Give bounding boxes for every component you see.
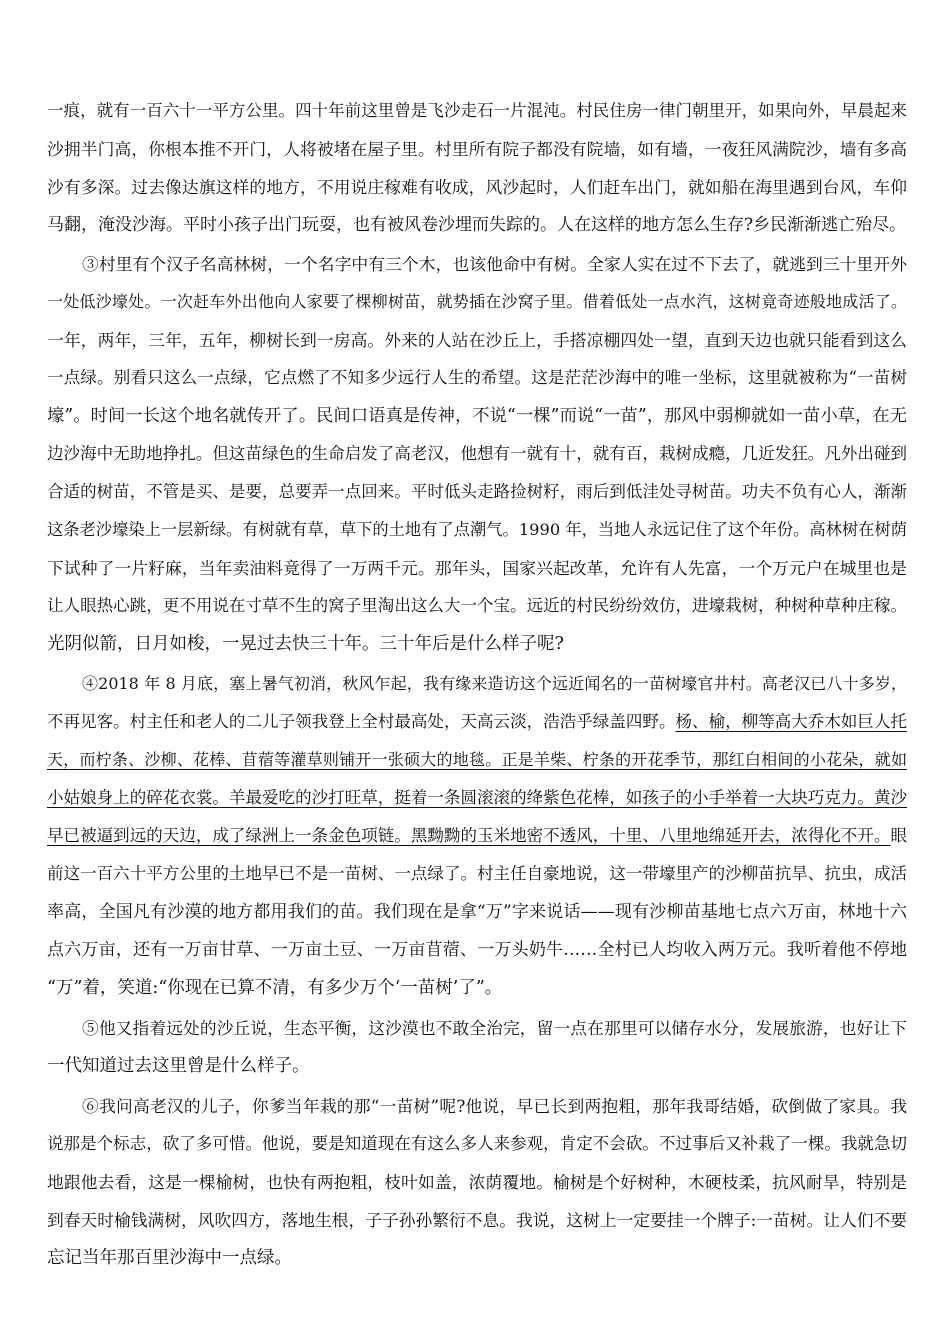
text-line: 早已被逼到远的天边，成了绿洲上一条金色项链。黑黝黝的玉米地密不透风，十里、八里地绵延开去，浓得化不开。眼 xyxy=(47,826,907,845)
underlined-passage: 杨、榆，柳等高大乔木如巨人托 xyxy=(675,712,907,731)
text-line: 合适的树苗，不管是买、是要，总要弄一点回来。平时低头走路捡树籽，雨后到低洼处寻树苗。功夫不负有心人，渐渐 xyxy=(47,482,907,501)
text-line: 壕”。时间一长这个地名就传开了。民间口语真是传神，不说“一棵”而说“一苗”，那风中弱柳就如一苗小草，在无 xyxy=(47,406,907,426)
text-line: 一点绿。别看只这么一点绿，它点燃了不知多少远行人生的希望。这是茫茫沙海中的唯一坐标，这里就被称为“一苗树 xyxy=(47,368,907,387)
text-line: 光阴似箭，日月如梭，一晃过去快三十年。三十年后是什么样子呢? xyxy=(47,634,564,654)
text-line: 一代知道过去这里曾是什么样子。 xyxy=(47,1056,310,1076)
text-line: “万”着，笑道:“你现在已算不清，有多少万个‘一苗树’了”。 xyxy=(47,978,503,998)
text-line: 率高，全国凡有沙漠的地方都用我们的苗。我们现在是拿“万”字来说话——现有沙柳苗基地七点六万亩，林地十六 xyxy=(47,902,907,922)
text-line: 一痕，就有一百六十一平方公里。四十年前这里曾是飞沙走石一片混沌。村民住房一律门朝里开，如果向外，早晨起来 xyxy=(47,101,907,120)
text-line: 说那是个标志，砍了多可惜。他说，要是知道现在有这么多人来参观，肯定不会砍。不过事后又补栽了一棵。我就急切 xyxy=(47,1134,907,1153)
text-line: 忘记当年那百里沙海中一点绿。 xyxy=(47,1248,292,1268)
underlined-passage: 天，而柠条、沙柳、花棒、苜蓿等灌草则铺开一张硕大的地毯。正是羊柴、柠条的开花季节，那红白相间的小花朵，就如 xyxy=(47,750,907,769)
text-line: 一年，两年，三年，五年，柳树长到一房高。外来的人站在沙丘上，手搭凉棚四处一望，直到天边也就只能看到这么 xyxy=(47,330,907,350)
paragraph-3-first-line: ③村里有个汉子名高林树，一个名字中有三个木，也该他命中有树。全家人实在过不下去了，就逃到三十里开外 xyxy=(82,254,907,274)
text-line: 不再见客。村主任和老人的二儿子领我登上全村最高处，天高云淡，浩浩乎绿盖四野。杨、榆，柳等高大乔木如巨人托 xyxy=(47,712,907,731)
text-line: 沙拥半门高，你根本推不开门，人将被堵在屋子里。村里所有院子都没有院墙，如有墙，一夜狂风满院沙，墙有多高 xyxy=(47,139,907,159)
text-line xyxy=(47,786,907,810)
text-line: 边沙海中无助地挣扎。但这苗绿色的生命启发了高老汉，他想有一就有十，就有百，栽树成瘾，几近发狂。凡外出碰到 xyxy=(47,444,907,463)
paragraph-6-first-line: ⑥我问高老汉的儿子，你爹当年栽的那“一苗树”呢?他说，早已长到两抱粗，那年我哥结婚，砍倒做了家具。我 xyxy=(82,1096,907,1116)
text-line: 前这一百六十平方公里的土地早已不是一苗树、一点绿了。村主任自豪地说，这一带壕里产的沙柳苗抗旱、抗虫，成活 xyxy=(47,864,907,883)
text-line xyxy=(47,748,907,772)
text-line: 点六万亩，还有一万亩甘草、一万亩土豆、一万亩苜蓿、一万头奶牛……全村已人均收入两万元。我听着他不停地 xyxy=(47,940,907,960)
text-line: 地跟他去看，这是一棵榆树，也快有两抱粗，枝叶如盖，浓荫覆地。榆树是个好树种，木硬枝柔，抗风耐旱，特别是 xyxy=(47,1172,907,1192)
text-line: 让人眼热心跳，更不用说在寸草不生的窝子里淘出这么大一个宝。远近的村民纷纷效仿，进壕栽树，种树种草种庄稼。 xyxy=(47,596,907,615)
text-line: 到春天时榆钱满树，风吹四方，落地生根，子子孙孙繁衍不息。我说，这树上一定要挂一个牌子:一苗树。让人们不要 xyxy=(47,1210,907,1230)
text-line: 马翻，淹没沙海。平时小孩子出门玩耍，也有被风卷沙埋而失踪的。人在这样的地方怎么生存?乡民渐渐逃亡殆尽。 xyxy=(47,215,907,235)
text-line: 一处低沙壕处。一次赶车外出他向人家要了棵柳树苗，就势插在沙窝子里。借着低处一点水汽，这树竟奇迹般地成活了。 xyxy=(47,292,907,311)
underlined-passage: 小姑娘身上的碎花衣裳。羊最爱吃的沙打旺草，挺着一条圆滚滚的绛紫色花棒，如孩子的小手举着一大块巧克力。黄沙 xyxy=(47,788,907,807)
paragraph-5-first-line: ⑤他又指着远处的沙丘说，生态平衡，这沙漠也不敢全治完，留一点在那里可以储存水分，发展旅游，也好让下 xyxy=(82,1018,907,1038)
paragraph-4-first-line: ④2018 年 8 月底，塞上暑气初消，秋风乍起，我有缘来造访这个远近闻名的一苗树壕官井村。高老汉已八十多岁， xyxy=(82,674,907,693)
underlined-passage: 早已被逼到远的天边，成了绿洲上一条金色项链。黑黝黝的玉米地密不透风，十里、八里地绵延开去，浓得化不开。 xyxy=(47,826,891,845)
text-line: 这条老沙壕染上一层新绿。有树就有草，草下的土地有了点潮气。1990 年，当地人永远记住了这个年份。高林树在树荫 xyxy=(47,520,907,539)
text-line: 沙有多深。过去像达旗这样的地方，不用说庄稼难有收成，风沙起时，人们赶车出门，就如船在海里遇到台风，车仰 xyxy=(47,177,907,197)
text-line: 下试种了一片籽麻，当年卖油料竟得了一万两千元。那年头，国家兴起改革，允许有人先富，一个万元户在城里也是 xyxy=(47,558,907,578)
